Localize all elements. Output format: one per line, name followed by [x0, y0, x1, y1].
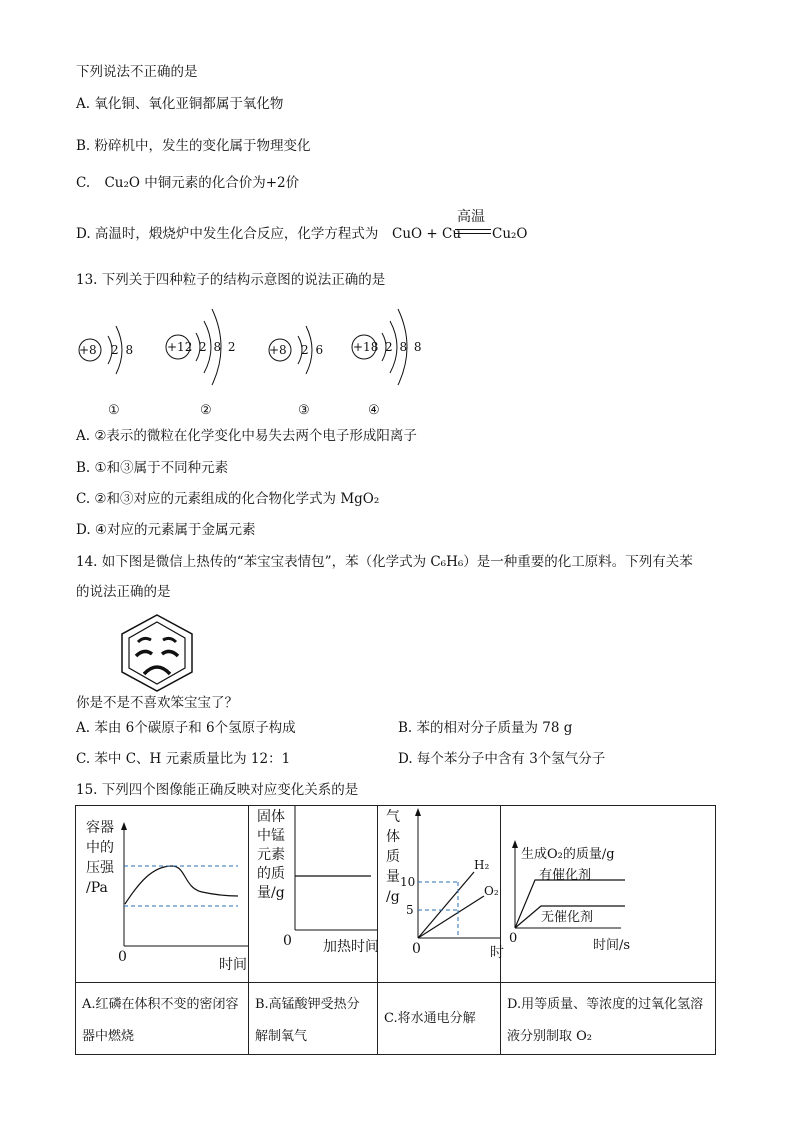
atom-electrons-2: 2 8 2: [199, 340, 236, 354]
q13-option-d: D. ④对应的元素属于金属元素: [76, 522, 256, 538]
atom-nucleus-2: +12: [167, 340, 193, 354]
graph-b: [249, 806, 377, 982]
q14-image-caption: 你是不是不喜欢笨宝宝了？: [76, 695, 238, 711]
atom-label-2: ②: [200, 403, 212, 418]
q12-equation-double-line: [455, 229, 491, 234]
graph-b-ylabel-4: 的质: [257, 866, 285, 882]
graph-d-ylabel: 生成O₂的质量/g: [521, 847, 615, 862]
q14-option-d: D. 每个苯分子中含有 3个氢气分子: [398, 751, 606, 767]
benzene-emoji-image: [118, 612, 196, 698]
q12-option-c-text: 中铜元素的化合价为+2价: [144, 175, 300, 191]
q12-stem: 下列说法不正确的是: [76, 64, 198, 80]
q15-option-c: C.将水通电分解: [378, 983, 501, 1055]
graph-a-origin: 0: [118, 949, 127, 965]
graph-a-ylabel-3: 压强: [86, 860, 114, 876]
graph-c-h2-label: H₂: [474, 858, 490, 872]
atom-label-3: ③: [298, 403, 310, 418]
graph-d: [501, 806, 715, 982]
q15-stem: 15. 下列四个图像能正确反映对应变化关系的是: [76, 782, 359, 798]
graph-b-ylabel-1: 固体: [257, 809, 285, 825]
graph-c-o2-label: O₂: [484, 884, 499, 898]
q14-option-c: C. 苯中 C、H 元素质量比为 12：1: [76, 751, 291, 767]
atom-diagram-4: [350, 303, 430, 399]
q13-option-b: B. ①和③属于不同种元素: [76, 460, 229, 476]
q14-stem-line1: 14. 如下图是微信上热传的“苯宝宝表情包”，苯（化学式为 C₆H₆）是一种重要的化工原料。下列有关苯: [76, 554, 693, 570]
graph-b-xlabel: 加热时间: [323, 939, 379, 955]
q13-stem: 13. 下列关于四种粒子的结构示意图的说法正确的是: [76, 272, 386, 288]
q13-option-c: C. ②和③对应的元素组成的化合物化学式为 MgO₂: [76, 491, 380, 507]
q15-option-d: D.用等质量、等浓度的过氧化氢溶液分别制取 O₂: [501, 983, 716, 1055]
graph-a: [76, 806, 248, 982]
q15-option-b: B.高锰酸钾受热分解制氧气: [249, 983, 378, 1055]
graph-cell-c: [378, 806, 504, 983]
atom-nucleus-3: +8: [269, 343, 287, 357]
q14-option-a: A. 苯由 6个碳原子和 6个氢原子构成: [76, 720, 296, 736]
graph-b-origin: 0: [283, 933, 292, 949]
graph-d-origin: 0: [509, 931, 518, 946]
q12-option-d: D. 高温时，煅烧炉中发生化合反应，化学方程式为: [76, 226, 379, 242]
q14-option-b: B. 苯的相对分子质量为 78 g: [398, 720, 573, 736]
graph-cell-d: [501, 806, 716, 983]
atom-diagram-2: [164, 303, 244, 399]
graph-c-ylabel-5: /g: [386, 889, 400, 905]
atom-label-4: ④: [368, 403, 380, 418]
atom-electrons-4: 2 8 8: [385, 340, 422, 354]
graph-c-tick-10: 10: [400, 875, 416, 889]
graph-c: [378, 806, 504, 982]
graph-d-catalyst-label: 有催化剂: [539, 868, 592, 883]
atom-diagram-1: [78, 312, 148, 392]
graph-c-ylabel-1: 气: [386, 809, 400, 825]
q12-option-a: A. 氧化铜、氧化亚铜都属于氧化物: [76, 96, 284, 112]
graph-a-ylabel-4: /Pa: [86, 880, 108, 896]
graph-a-ylabel-2: 中的: [86, 840, 114, 856]
graph-c-origin: 0: [412, 941, 421, 957]
graph-b-ylabel-3: 元素: [257, 847, 285, 863]
graph-c-ylabel-2: 体: [386, 829, 400, 845]
q12-equation-condition: 高温: [457, 209, 485, 225]
q12-equation-right: Cu₂O: [492, 226, 528, 242]
graph-a-ylabel-1: 容器: [86, 820, 114, 836]
q12-option-c-formula: Cu₂O: [104, 175, 140, 191]
graph-cell-b: [249, 806, 378, 983]
q15-option-a: A.红磷在体积不变的密闭容器中燃烧: [76, 983, 249, 1055]
q12-option-c-prefix: C.: [76, 175, 91, 191]
graph-d-xlabel: 时间/s: [593, 938, 631, 953]
q12-equation-left: CuO + Cu: [392, 226, 462, 242]
atom-label-1: ①: [108, 403, 120, 418]
graph-cell-a: [76, 806, 249, 983]
graph-b-ylabel-5: 量/g: [257, 885, 285, 901]
atom-nucleus-1: +8: [79, 343, 97, 357]
atom-diagram-3: [268, 312, 338, 392]
atom-nucleus-4: +18: [353, 340, 379, 354]
q13-option-a: A. ②表示的微粒在化学变化中易失去两个电子形成阳离子: [76, 428, 417, 444]
atom-electrons-3: 2 6: [301, 343, 324, 357]
graph-c-xlabel: 时: [490, 945, 504, 961]
q12-option-b: B. 粉碎机中，发生的变化属于物理变化: [76, 138, 311, 154]
q15-graph-table: [75, 805, 716, 1055]
q14-stem-line2: 的说法正确的是: [76, 584, 171, 600]
graph-d-no-catalyst-label: 无催化剂: [541, 910, 594, 925]
graph-c-ylabel-3: 质: [386, 849, 400, 865]
graph-a-xlabel: 时间: [219, 957, 247, 973]
atom-electrons-1: 2 8: [111, 343, 134, 357]
graph-b-ylabel-2: 中锰: [257, 828, 285, 844]
q12-option-c: [76, 174, 299, 192]
graph-c-ylabel-4: 量: [386, 869, 400, 885]
graph-c-tick-5: 5: [406, 903, 414, 917]
